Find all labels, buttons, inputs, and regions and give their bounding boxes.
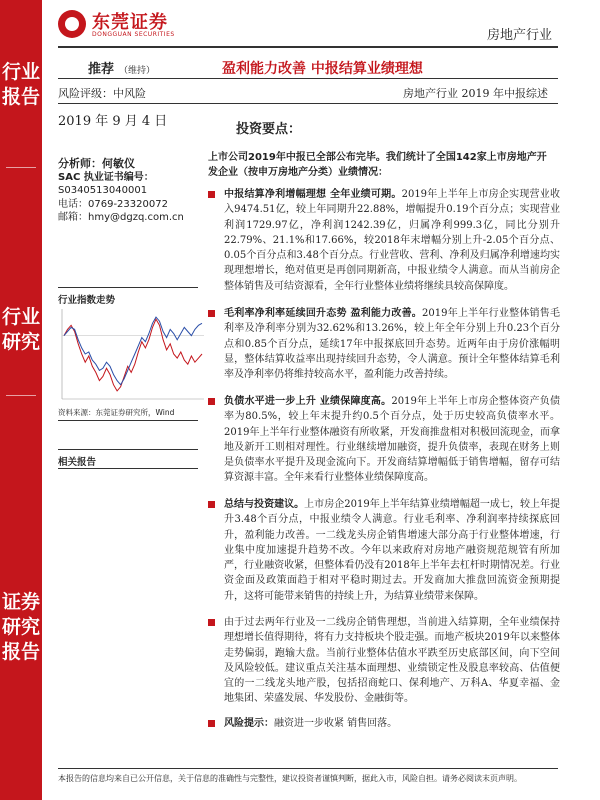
bullet-text: 2019年上半年上市房企实现营业收入9474.51亿，较上年同期升22.88%，增幅提升0.19个百分点；实现营业利润1729.97亿，净利润1242.39亿，归属净利999.3亿，同比分别升22.79%、21.1%和17.66%，较2018年末增幅分别上升-2.05个百分点、0.05个百分点和3.48个百分点。行业营收、营利、净利及归属净利增速均实现理想增长，绝对值更是再创同期新高，中报业绩令人满意。而从当前房企整体销售及可结资源看，全年行业整体业绩将继续具较高保障度。 [224, 189, 561, 292]
bullet-head: 毛利率净利率延续回升态势 盈利能力改善。 [224, 308, 423, 319]
sidebar-label-report: 行业报告 [1, 61, 40, 108]
sidebar-label-research: 行业研究 [1, 306, 40, 353]
chart-series-line-1 [64, 317, 202, 385]
chart-top-rule [58, 287, 198, 288]
rating-label: 推荐 [88, 62, 115, 77]
rating-note: （维持） [119, 66, 156, 76]
bullet-head: 中报结算净利增幅理想 全年业绩可期。 [224, 189, 402, 200]
logo-text-cn: 东莞证券 [92, 12, 168, 33]
index-trend-chart [58, 307, 206, 403]
chart-title: 行业指数走势 [58, 295, 116, 306]
bullet-head: 总结与投资建议。 [224, 499, 305, 510]
sidebar [0, 0, 42, 800]
logo-text-en: DONGGUAN SECURITIES [92, 31, 175, 38]
bullet-summary [208, 497, 560, 604]
bullet-debt [208, 394, 560, 486]
bullet-risk [208, 716, 560, 731]
analyst-phone: 电话：0769-23320072 [58, 198, 168, 210]
investment-highlights-title: 投资要点： [236, 122, 302, 137]
chart-bottom-rule [58, 420, 198, 421]
bullet-head: 风险提示： [224, 718, 274, 729]
rating [88, 58, 155, 77]
sidebar-divider [6, 395, 36, 396]
analyst-cert-number: S0340513040001 [58, 185, 148, 196]
bullet-text: 由于过去两年行业及一二线房企销售理想，当前进入结算期，全年业绩保持理想增长值得期待，将有力支持板块个股走强。而地产板块2019年以来整体走势偏弱，跑输大盘。当前行业整体估值水平跌至历史底部区间，向下空间及风险较低。建议重点关注基本面理想、业绩锁定性及股息率较高、估值便宜的一二线龙头地产股，包括招商蛇口、保利地产、万科A、华夏幸福、金地集团、荣盛发展、华发股份、金融街等。 [224, 617, 560, 705]
subtitle-rule [58, 103, 558, 104]
company-logo [58, 8, 188, 42]
logo-mark-icon [58, 10, 86, 38]
footer-disclaimer: 本报告的信息均来自已公开信息，关于信息的准确性与完整性，建议投资者谨慎判断，据此入市，风险自担。请务必阅读末页声明。 [58, 774, 522, 783]
risk-rating: 风险评级：中风险 [58, 87, 146, 100]
footer-rule [58, 768, 558, 769]
analyst-name: 分析师：何敏仪 [58, 157, 135, 170]
analyst-email: 邮箱：hmy@dgzq.com.cn [58, 212, 184, 223]
bullet-text: 上市房企2019年上半年结算业绩增幅超一成七，较上年提升3.48个百分点，中报业绩令人满意。行业毛利率、净利润率持续探底回升，盈利能力改善。一二线龙头房企销售增速大部分高于行业整体增速，行业集中度加速提升趋势不改。今年以来政府对房地产融资规范规管有所加严，行业融资收紧，但整体看仍没有2018年上半年去杠杆时期情况差。行业资金面及政策面趋于相对平稳时期过去。开发商加大推盘回流资金预期提升，这将可能带来销售的持续上升，为结算业绩带来保障。 [224, 499, 561, 602]
bullet-earnings [208, 187, 560, 294]
report-title: 盈利能力改善 中报结算业绩理想 [222, 61, 423, 77]
bullet-text: 融资进一步收紧 销售回落。 [274, 718, 398, 729]
report-subtitle: 房地产行业 2019 年中报综述 [403, 87, 548, 100]
related-reports-title: 相关报告 [58, 457, 97, 468]
intro-paragraph: 上市公司2019年中报已全部公布完毕。我们统计了全国142家上市房地产开发企业（按申万房地产分类）业绩情况： [208, 152, 547, 178]
bullet-head: 负债水平进一步上升 业绩保障度高。 [224, 396, 392, 407]
chart-series-line-0 [64, 319, 202, 391]
bullet-recommendation [208, 615, 560, 707]
bullet-text: 2019年上半年上市房企整体资产负债率为80.5%，较上年末提升约0.5个百分点，处于历史较高负债率水平。2019年上半年行业整体融资有所收紧，开发商推盘相对积极回流现金，而拿地及新开工则相对理性。行业继续增加融资，提升负债率，表现在财务上则是负债率水平提升及现金流向下。开发商结算增幅低于销售增幅，留存可结算资源丰富。全年来看行业整体业绩保障度高。 [224, 396, 560, 484]
analyst-info [58, 157, 184, 225]
title-rule [58, 78, 558, 79]
industry-label: 房地产行业 [486, 28, 552, 43]
chart-source: 资料来源：东莞证券研究所，Wind [58, 408, 175, 417]
analyst-cert-label: SAC 执业证书编号： [58, 171, 154, 183]
bullet-margins [208, 306, 560, 382]
report-date: 2019 年 9 月 4 日 [58, 114, 168, 129]
sidebar-label-securities: 证券研究报告 [1, 591, 40, 663]
related-top-rule [58, 449, 198, 450]
sidebar-divider [6, 167, 36, 168]
related-bottom-rule [58, 468, 198, 469]
header-rule [58, 46, 558, 48]
bullet-text: 2019年上半年行业整体销售毛利率及净利率分别为32.62%和13.26%，较上年全年分别上升0.23个百分点和0.85个百分点，延续17年中报探底回升态势。近两年由于房价涨幅明显，整体结算收益率出现持续回升态势，令人满意。预计全年整体结算毛利率及净利率仍将维持较高水平，盈利能力改善持续。 [224, 308, 561, 381]
